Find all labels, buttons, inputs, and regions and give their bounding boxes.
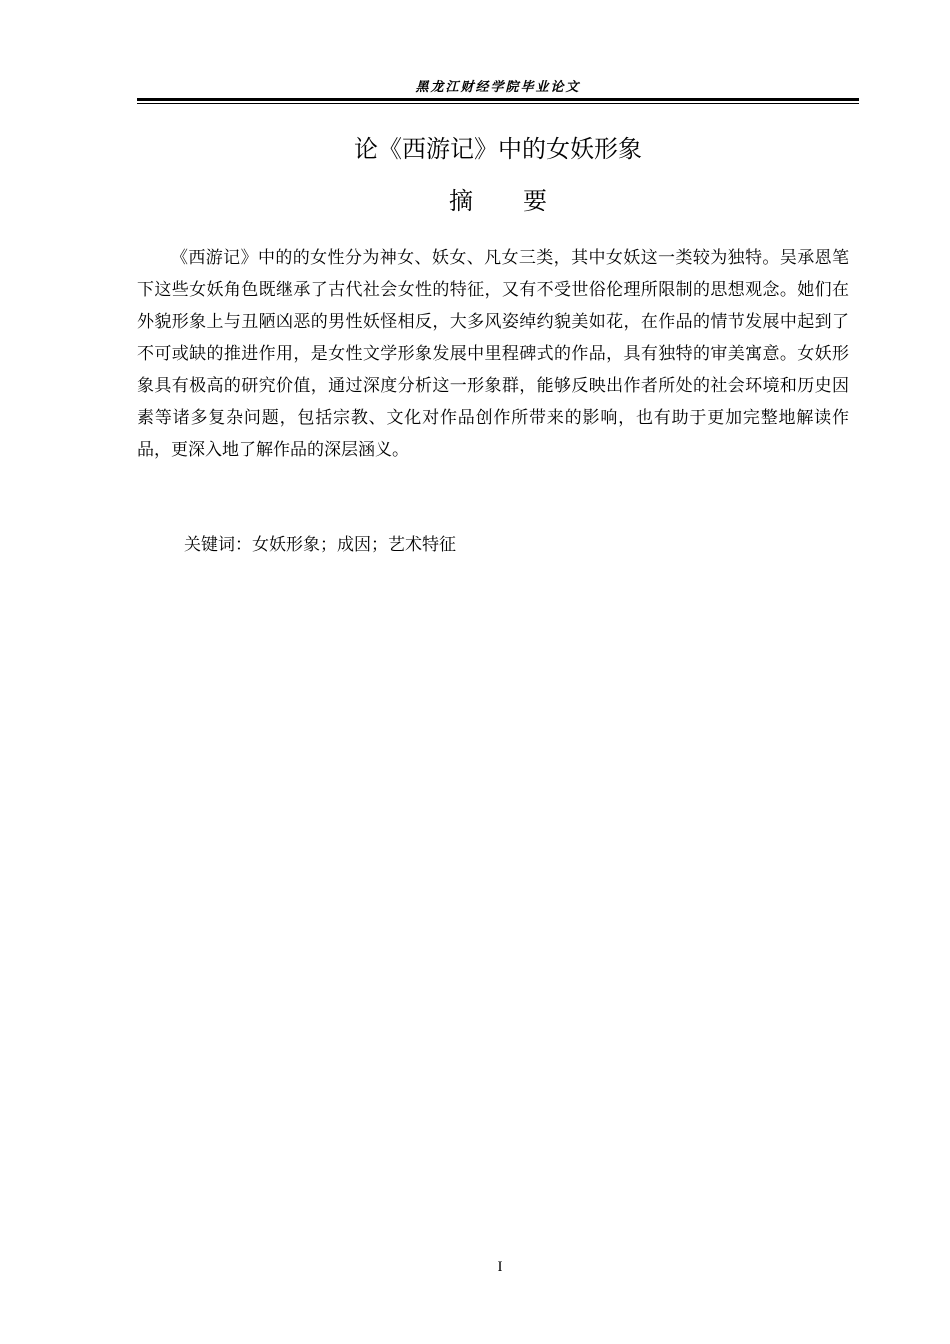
keywords-value: 女妖形象；成因；艺术特征 — [252, 535, 456, 555]
keywords-line — [184, 533, 456, 557]
abstract-heading: 摘要 — [449, 187, 597, 215]
thesis-title: 论《西游记》中的女妖形象 — [354, 135, 642, 163]
abstract-paragraph: 《西游记》中的的女性分为神女、妖女、凡女三类，其中女妖这一类较为独特。吴承恩笔下这些女妖角色既继承了古代社会女性的特征，又有不受世俗伦理所限制的思想观念。她们在外貌形象上与丑陋凶恶的男性妖怪相反，大多风姿绰约貌美如花，在作品的情节发展中起到了不可或缺的推进作用，是女性文学形象发展中里程碑式的作品，具有独特的审美寓意。女妖形象具有极高的研究价值，通过深度分析这一形象群，能够反映出作者所处的社会环境和历史因素等诸多复杂问题，包括宗教、文化对作品创作所带来的影响，也有助于更加完整地解读作品，更深入地了解作品的深层涵义。 — [137, 248, 849, 460]
header-rule-thick — [137, 98, 859, 101]
page-number: I — [497, 1259, 503, 1275]
running-header: 黑龙江财经学院毕业论文 — [415, 80, 581, 95]
header-rule-thin — [137, 103, 859, 104]
keywords-label: 关键词： — [184, 535, 252, 555]
